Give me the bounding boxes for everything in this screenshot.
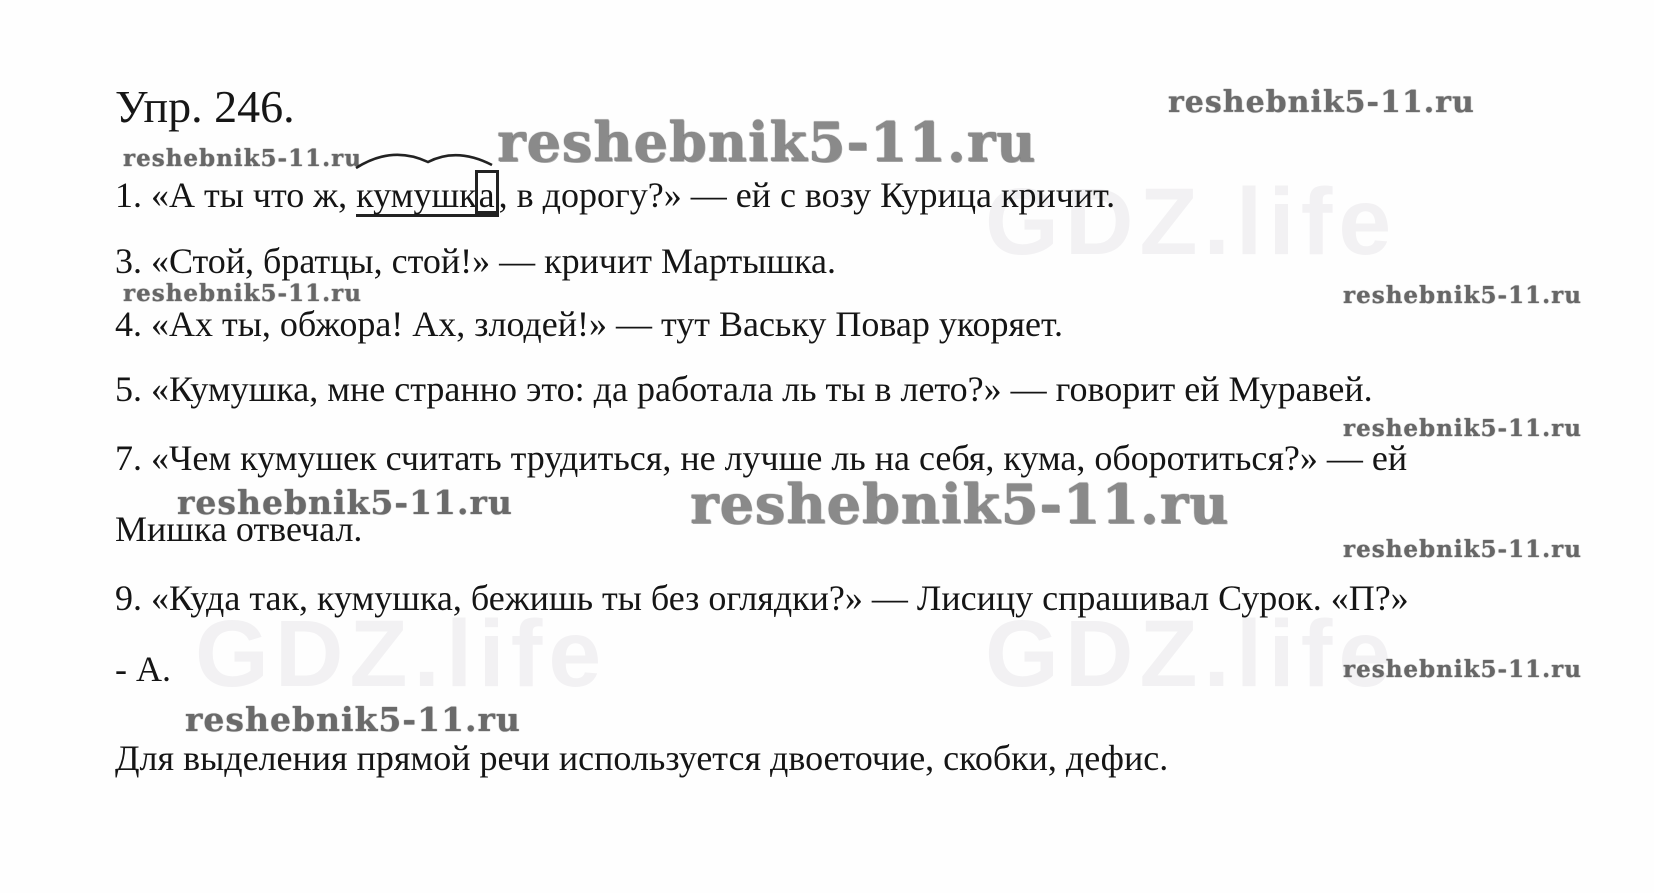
watermark-reshebnik: reshebnik5-11.ru: [1343, 656, 1582, 683]
sentence-4: 4. «Ах ты, обжора! Ах, злодей!» — тут Ваську Повар укоряет.: [115, 304, 1064, 344]
watermark-reshebnik: reshebnik5-11.ru: [690, 472, 1230, 536]
watermark-reshebnik: reshebnik5-11.ru: [177, 483, 513, 522]
watermark-gdz-life: GDZ.life: [195, 601, 608, 707]
watermark-reshebnik: reshebnik5-11.ru: [185, 700, 521, 739]
scheme-answer: - А.: [115, 649, 171, 689]
watermark-reshebnik: reshebnik5-11.ru: [1168, 85, 1475, 120]
watermark-gdz-life: GDZ.life: [985, 601, 1398, 707]
sentence-3: 3. «Стой, братцы, стой!» — кричит Мартышка.: [115, 241, 837, 281]
watermark-reshebnik: reshebnik5-11.ru: [123, 145, 362, 172]
exercise-title: Упр. 246.: [115, 81, 295, 132]
watermark-reshebnik: reshebnik5-11.ru: [123, 280, 362, 307]
watermark-reshebnik: reshebnik5-11.ru: [497, 110, 1037, 174]
watermark-reshebnik: reshebnik5-11.ru: [1343, 536, 1582, 563]
watermark-gdz-life: GDZ.life: [985, 169, 1398, 275]
sentence-9: 9. «Куда так, кумушка, бежишь ты без оглядки?» — Лисицу спрашивал Сурок. «П?»: [115, 578, 1409, 618]
marked-word-kumushka: [356, 170, 498, 217]
ending-box-mark: а: [475, 170, 499, 214]
watermark-reshebnik: reshebnik5-11.ru: [1343, 415, 1582, 442]
sentence-1-pre: 1. «А ты что ж,: [115, 175, 357, 215]
sentence-1: [115, 170, 1115, 217]
word-root: кумушк: [356, 175, 477, 215]
sentence-7-continued: Мишка отвечал.: [115, 509, 363, 549]
sentence-5: 5. «Кумушка, мне странно это: да работала ль ты в лето?» — говорит ей Муравей.: [115, 369, 1373, 409]
root-arc-mark: [354, 149, 496, 171]
sentence-7: 7. «Чем кумушек считать трудиться, не лучше ль на себя, кума, оборотиться?» — ей: [115, 438, 1408, 478]
watermark-reshebnik: reshebnik5-11.ru: [1343, 282, 1582, 309]
sentence-1-post: , в дорогу?» — ей с возу Курица кричит.: [498, 175, 1116, 215]
conclusion-text: Для выделения прямой речи используется двоеточие, скобки, дефис.: [115, 738, 1169, 778]
